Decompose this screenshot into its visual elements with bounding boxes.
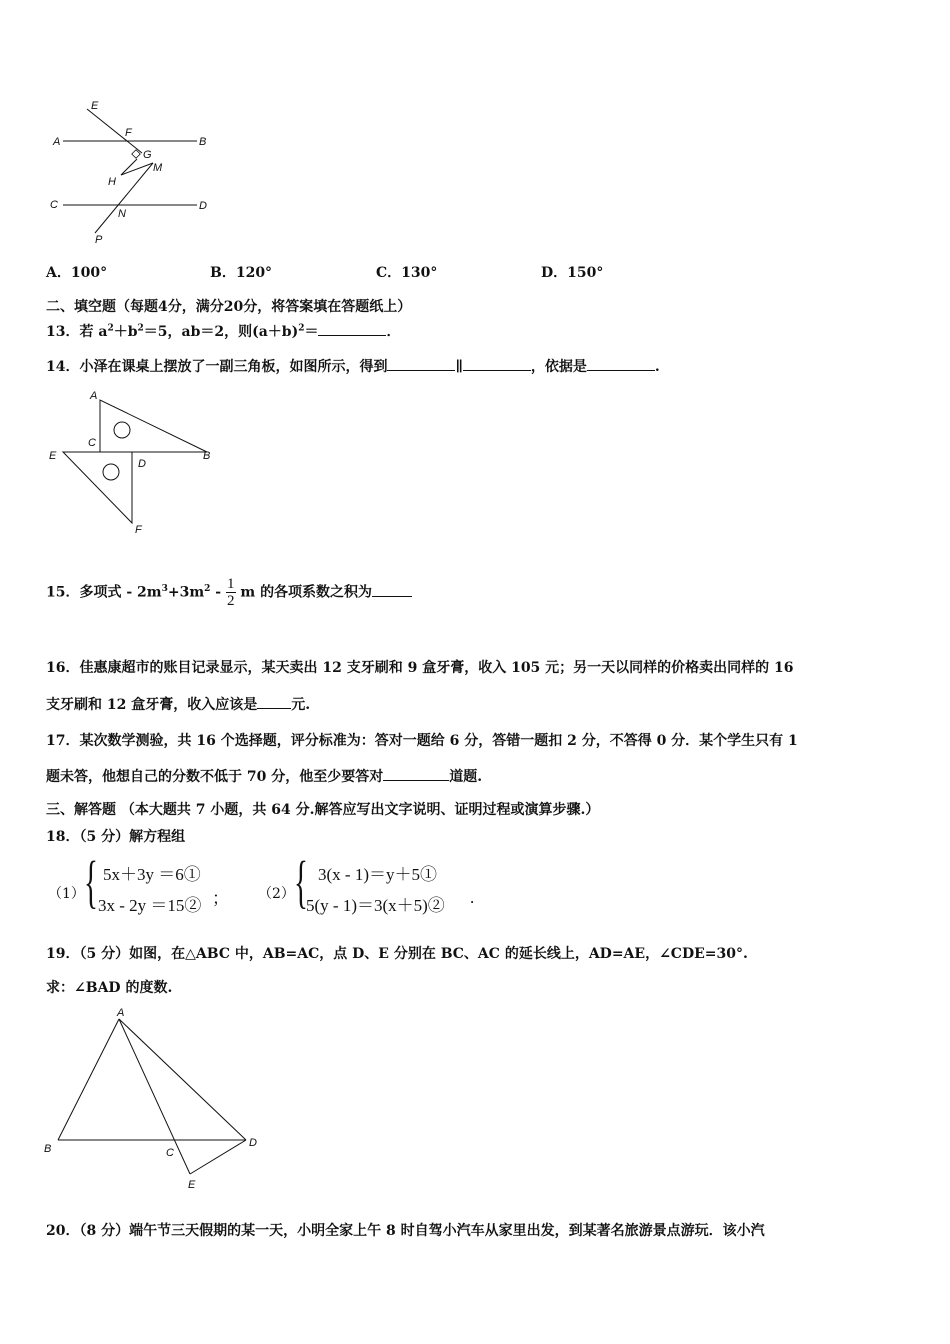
q12-option-b: B．120° [210,265,273,281]
q15-suffix: m 的各项系数之积为 [240,584,373,601]
line-ef [87,109,142,153]
q18-title: 18．（5 分）解方程组 [46,829,186,845]
label-e: E [188,1179,196,1191]
q17-line2-suffix: 道题. [449,769,483,785]
q19-figure [38,1002,268,1194]
q18-part2-brace: { [294,849,308,914]
q17-line2 [46,766,482,786]
label-a: A [117,1007,125,1019]
triangle-edf [63,452,132,523]
q18-part2-end: . [470,888,475,907]
q19-line2: 求：∠BAD 的度数. [46,980,173,996]
label-a: A [53,136,61,148]
q14-end: . [654,359,660,375]
q18-part1-end: ； [212,889,229,908]
q15-answer-blank[interactable] [372,584,412,597]
triangle-abc [100,400,207,452]
q14-blank-2[interactable] [463,358,531,371]
q15-minus: - [210,584,226,601]
q13-answer-blank[interactable] [318,323,386,336]
q13-sup-1: 2 [107,323,114,334]
q14-blank-1[interactable] [387,358,455,371]
label-e: E [91,100,99,112]
q18-part2-eq2: 5(y - 1)＝3(x＋5)② [306,896,445,915]
label-f: F [125,127,132,139]
circle-hole-upper [114,422,130,438]
label-c: C [166,1147,174,1159]
segment-ab [58,1019,119,1140]
q15-fraction-num: 1 [227,576,235,593]
section2-heading: 二、填空题（每题4分，满分20分，将答案填在答题纸上） [46,299,412,315]
label-d: D [138,458,146,470]
q14-parallel: ∥ [455,359,463,375]
line-gh [121,159,137,175]
q12-figure [45,95,220,250]
label-f: F [135,524,142,536]
label-c: C [50,199,58,211]
q12-option-d: D．150° [541,265,604,281]
q13-suffix: ＝ [304,324,319,340]
q16-line1: 16．佳惠康超市的账目记录显示，某天卖出 12 支牙刷和 9 盒牙膏，收入 105 元；另一天以同样的价格卖出同样的 16 [46,660,794,676]
section3-heading: 三、解答题 （本大题共 7 小题，共 64 分.解答应写出文字说明、证明过程或演算步骤.） [46,802,600,818]
segment-ae [119,1019,190,1174]
q15-fraction-den: 2 [227,593,235,610]
label-a: A [90,390,98,402]
label-b: B [199,136,207,148]
label-g: G [143,149,152,161]
q18-part2-eq1: 3(x - 1)＝y＋5① [318,865,437,884]
label-d: D [199,200,207,212]
q13-mid2: ＝5，ab＝2，则(a＋b) [143,324,299,340]
q16-answer-blank[interactable] [257,696,291,709]
q13-end: ． [386,324,401,340]
q17-line2-prefix: 题未答，他想自己的分数不低于 70 分，他至少要答对 [46,769,384,785]
q14-figure [45,385,225,540]
q15-prefix: 15．多项式 - 2m [46,584,162,601]
q18-part1-label: （1） [48,886,85,902]
q18-part1-brace: { [84,849,98,914]
q15-fraction [226,576,236,609]
q15-text [46,572,412,610]
label-d: D [249,1137,257,1149]
q13-mid1: ＋b [113,324,138,340]
q19-line1: 19．（5 分）如图，在△ABC 中，AB=AC，点 D、E 分别在 BC、AC 的延长线上，AD=AE，∠CDE=30°. [46,946,748,962]
q15-sup-2: 2 [204,584,211,594]
q12-option-c: C．130° [376,265,438,281]
label-h: H [108,176,116,188]
q15-mid: +3m [167,584,205,601]
q20-line1: 20．（8 分）端午节三天假期的某一天，小明全家上午 8 时自驾小汽车从家里出发，到某著名旅游景点游玩．该小汽 [46,1223,765,1239]
circle-hole-lower [103,464,119,480]
q17-line1: 17．某次数学测验，共 16 个选择题，评分标准为：答对一题给 6 分，答错一题扣 2 分，不答得 0 分．某个学生只有 1 [46,733,798,749]
q15-sup-3: 3 [161,584,168,594]
q17-answer-blank[interactable] [383,768,449,781]
q13-sup-3: 2 [298,323,305,334]
q18-part2-label: （2） [258,886,295,902]
q18-part1-eq1: 5x＋3y ＝6① [103,865,201,884]
q14-text1: 14．小泽在课桌上摆放了一副三角板，如图所示，得到 [46,359,388,375]
segment-de [190,1140,246,1174]
q12-option-a: A．100° [46,265,108,281]
q18-part1-eq2: 3x - 2y ＝15② [98,896,202,915]
q13-sup-2: 2 [137,323,144,334]
q16-line2-suffix: 元. [291,697,311,713]
label-c: C [88,437,96,449]
segment-ad [119,1019,246,1140]
q14-text2: ，依据是 [530,359,587,375]
label-b: B [203,450,211,462]
label-n: N [118,208,126,220]
q14-text [46,356,660,376]
label-m: M [153,162,163,174]
label-p: P [95,234,103,246]
label-b: B [44,1143,52,1155]
q14-blank-3[interactable] [587,358,655,371]
q16-line2 [46,694,310,714]
q13-prefix: 13．若 a [46,324,108,340]
q16-line2-prefix: 支牙刷和 12 盒牙膏，收入应该是 [46,697,258,713]
q13-text [46,321,400,341]
label-e: E [49,450,57,462]
